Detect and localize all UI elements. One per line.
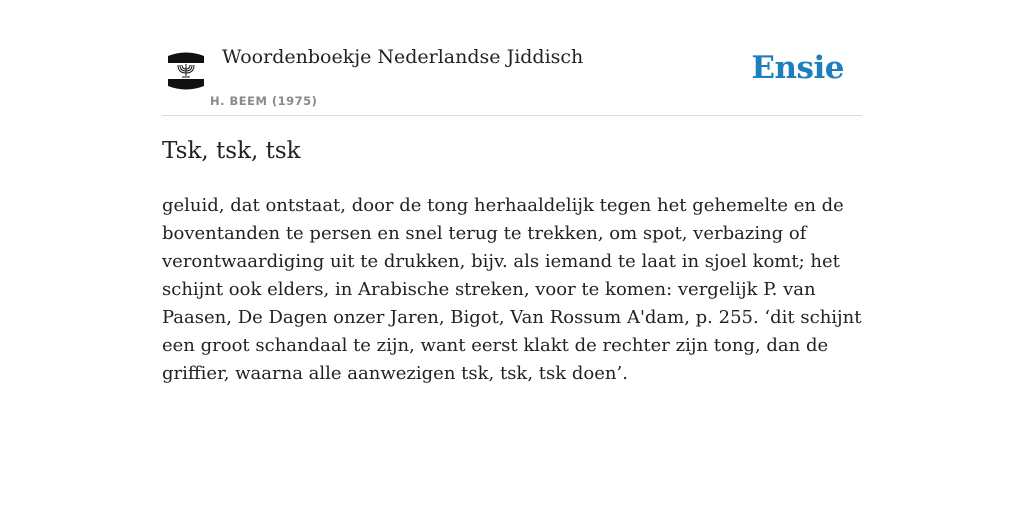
entry-definition: geluid, dat ontstaat, door de tong herhaaldelijk tegen het gehemelte en de boventanden te persen en snel terug te trekken, om spot, verbazing of verontwaardiging uit te drukken, bijv. als iemand te laat in sjoel komt; het schijnt ook elders, in Arabische streken, voor te komen: vergelijk P. van Paasen, De Dagen onzer Jaren, Bigot, Van Rossum A'dam, p. 255. ‘dit schijnt een groot schandaal te zijn, want eerst klakt de rechter zijn tong, dan de griffier, waarna alle aanwezigen tsk, tsk, tsk doen’. — [162, 195, 862, 384]
dictionary-author: H. BEEM (1975) — [210, 94, 318, 108]
menorah-icon[interactable] — [164, 50, 208, 92]
dictionary-header — [162, 40, 862, 116]
entry-term: Tsk, tsk, tsk — [162, 138, 301, 164]
ensie-logo-link[interactable]: Ensie — [751, 50, 844, 86]
dictionary-title[interactable]: Woordenboekje Nederlandse Jiddisch — [222, 46, 584, 68]
